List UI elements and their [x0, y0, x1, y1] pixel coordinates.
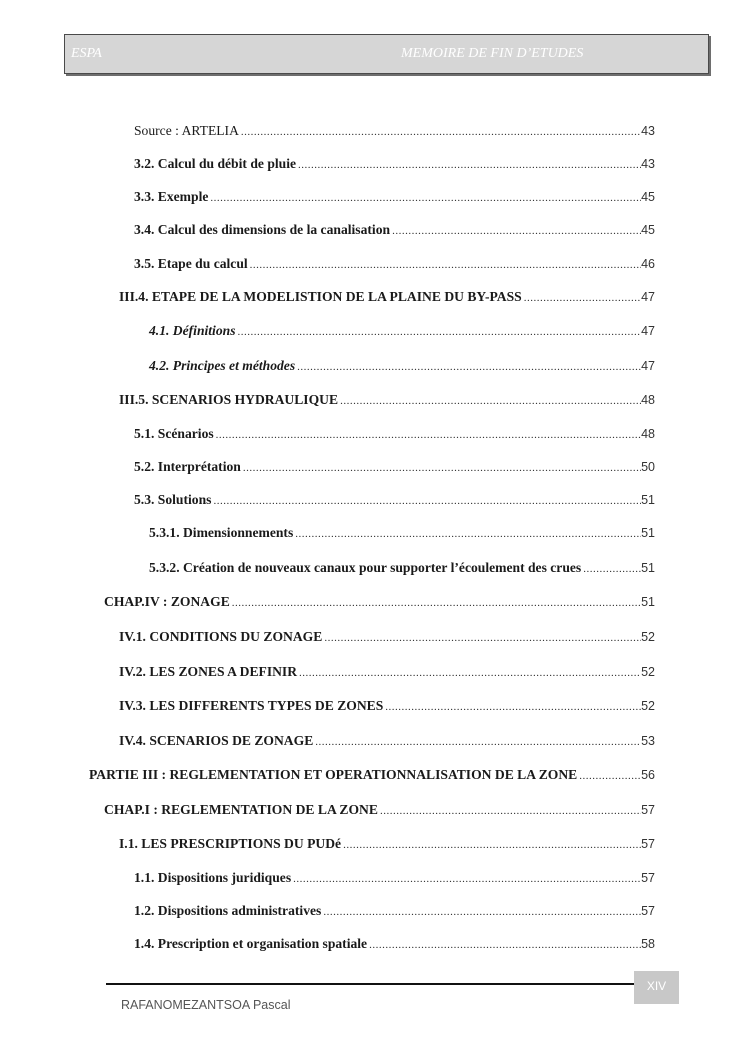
- toc-entry-title: 5.3. Solutions: [134, 492, 212, 507]
- toc-entry-page: 52: [641, 665, 655, 679]
- toc-leader-dots: [378, 801, 641, 821]
- toc-entry[interactable]: [134, 868, 655, 888]
- toc-entry[interactable]: [104, 592, 655, 612]
- toc-entry[interactable]: [134, 254, 655, 274]
- footer-author: RAFANOMEZANTSOA Pascal: [121, 998, 291, 1012]
- toc-leader-dots: [295, 357, 641, 377]
- toc-leader-dots: [390, 221, 641, 241]
- toc-entry-title: IV.4. SCENARIOS DE ZONAGE: [119, 733, 314, 748]
- toc-entry[interactable]: [134, 490, 655, 510]
- toc-leader-dots: [577, 766, 641, 786]
- toc-entry[interactable]: [149, 558, 655, 578]
- toc-entry[interactable]: [119, 287, 655, 307]
- toc-entry-page: 50: [641, 460, 655, 474]
- toc-entry[interactable]: [104, 800, 655, 820]
- toc-entry[interactable]: [134, 220, 655, 240]
- toc-entry-title: I.1. LES PRESCRIPTIONS DU PUDé: [119, 836, 342, 851]
- toc-entry[interactable]: [119, 627, 655, 647]
- toc-entry-title: 5.3.1. Dimensionnements: [149, 525, 294, 540]
- toc-entry-title: 5.3.2. Création de nouveaux canaux pour supporter l’écoulement des crues: [149, 560, 582, 575]
- toc-entry[interactable]: [134, 934, 655, 954]
- toc-entry-page: 47: [641, 324, 655, 338]
- toc-leader-dots: [214, 425, 641, 445]
- toc-entry-page: 46: [641, 257, 655, 271]
- toc-entry-title: 1.1. Dispositions juridiques: [134, 870, 292, 885]
- footer-rule: [106, 983, 634, 985]
- toc-entry-page: 57: [641, 871, 655, 885]
- toc-entry-page: 51: [641, 526, 655, 540]
- header-document-title: MEMOIRE DE FIN D’ETUDES: [401, 46, 584, 61]
- toc-entry-page: 45: [641, 190, 655, 204]
- toc-leader-dots: [522, 288, 641, 308]
- toc-entry-page: 58: [641, 937, 655, 951]
- toc-entry-page: 56: [641, 768, 655, 782]
- toc-entry-title: PARTIE III : REGLEMENTATION ET OPERATIONNALISATION DE LA ZONE: [89, 767, 578, 782]
- toc-entry-page: 51: [641, 595, 655, 609]
- toc-entry-page: 57: [641, 803, 655, 817]
- toc-entry-title: 5.1. Scénarios: [134, 426, 214, 441]
- toc-entry-title: 5.2. Interprétation: [134, 459, 241, 474]
- toc-entry[interactable]: [149, 523, 655, 543]
- toc-entry-page: 48: [641, 427, 655, 441]
- toc-entry[interactable]: [134, 121, 655, 141]
- toc-leader-dots: [296, 155, 641, 175]
- toc-leader-dots: [321, 902, 641, 922]
- toc-entry-page: 53: [641, 734, 655, 748]
- toc-entry-page: 51: [641, 493, 655, 507]
- toc-entry-page: 52: [641, 630, 655, 644]
- toc-entry-page: 47: [641, 359, 655, 373]
- toc-entry[interactable]: [119, 662, 655, 682]
- toc-leader-dots: [313, 732, 641, 752]
- toc-leader-dots: [341, 835, 641, 855]
- toc-leader-dots: [297, 663, 641, 683]
- toc-leader-dots: [383, 697, 641, 717]
- toc-entry-title: 3.2. Calcul du débit de pluie: [134, 156, 297, 171]
- toc-leader-dots: [211, 491, 641, 511]
- page-number-badge: XIV: [634, 971, 679, 1004]
- toc-entry-title: IV.1. CONDITIONS DU ZONAGE: [119, 629, 323, 644]
- toc-entry-page: 52: [641, 699, 655, 713]
- toc-entry-title: IV.3. LES DIFFERENTS TYPES DE ZONES: [119, 698, 384, 713]
- toc-entry[interactable]: [119, 834, 655, 854]
- toc-entry-page: 45: [641, 223, 655, 237]
- toc-entry[interactable]: [134, 901, 655, 921]
- toc-entry-title: III.4. ETAPE DE LA MODELISTION DE LA PLAINE DU BY-PASS: [119, 289, 522, 304]
- toc-entry-title: IV.2. LES ZONES A DEFINIR: [119, 664, 298, 679]
- toc-entry-title: Source : ARTELIA: [134, 123, 239, 138]
- toc-leader-dots: [239, 122, 641, 142]
- toc-entry[interactable]: [149, 356, 655, 376]
- toc-entry-title: 3.3. Exemple: [134, 189, 209, 204]
- toc-entry[interactable]: [119, 696, 655, 716]
- toc-leader-dots: [235, 322, 641, 342]
- toc-entry-title: 3.5. Etape du calcul: [134, 256, 248, 271]
- header-school: ESPA: [71, 46, 102, 61]
- toc-leader-dots: [291, 869, 641, 889]
- toc-entry-title: CHAP.IV : ZONAGE: [104, 594, 230, 609]
- toc-entry-title: III.5. SCENARIOS HYDRAULIQUE: [119, 392, 339, 407]
- toc-entry[interactable]: [119, 390, 655, 410]
- toc-leader-dots: [338, 391, 641, 411]
- toc-entry[interactable]: [134, 154, 655, 174]
- toc-leader-dots: [367, 935, 641, 955]
- toc-entry-page: 43: [641, 157, 655, 171]
- toc-leader-dots: [581, 559, 641, 579]
- toc-entry-title: 1.4. Prescription et organisation spatiale: [134, 936, 368, 951]
- toc-entry[interactable]: [134, 187, 655, 207]
- toc-entry[interactable]: [149, 321, 655, 341]
- toc-entry[interactable]: [119, 731, 655, 751]
- toc-leader-dots: [241, 458, 641, 478]
- toc-entry-title: 1.2. Dispositions administratives: [134, 903, 322, 918]
- toc-leader-dots: [230, 593, 641, 613]
- toc-entry-page: 48: [641, 393, 655, 407]
- toc-entry-title: 4.1. Définitions: [149, 323, 236, 338]
- toc-entry[interactable]: [134, 457, 655, 477]
- toc-entry[interactable]: [134, 424, 655, 444]
- toc-entry-title: 3.4. Calcul des dimensions de la canalisation: [134, 222, 391, 237]
- toc-leader-dots: [293, 524, 641, 544]
- toc-leader-dots: [248, 255, 641, 275]
- toc-leader-dots: [322, 628, 641, 648]
- toc-entry-page: 57: [641, 837, 655, 851]
- toc-entry[interactable]: [89, 765, 655, 785]
- toc-entry-page: 51: [641, 561, 655, 575]
- toc-leader-dots: [208, 188, 641, 208]
- toc-entry-page: 57: [641, 904, 655, 918]
- toc-entry-title: 4.2. Principes et méthodes: [149, 358, 296, 373]
- toc-entry-title: CHAP.I : REGLEMENTATION DE LA ZONE: [104, 802, 378, 817]
- toc-entry-page: 43: [641, 124, 655, 138]
- toc-entry-page: 47: [641, 290, 655, 304]
